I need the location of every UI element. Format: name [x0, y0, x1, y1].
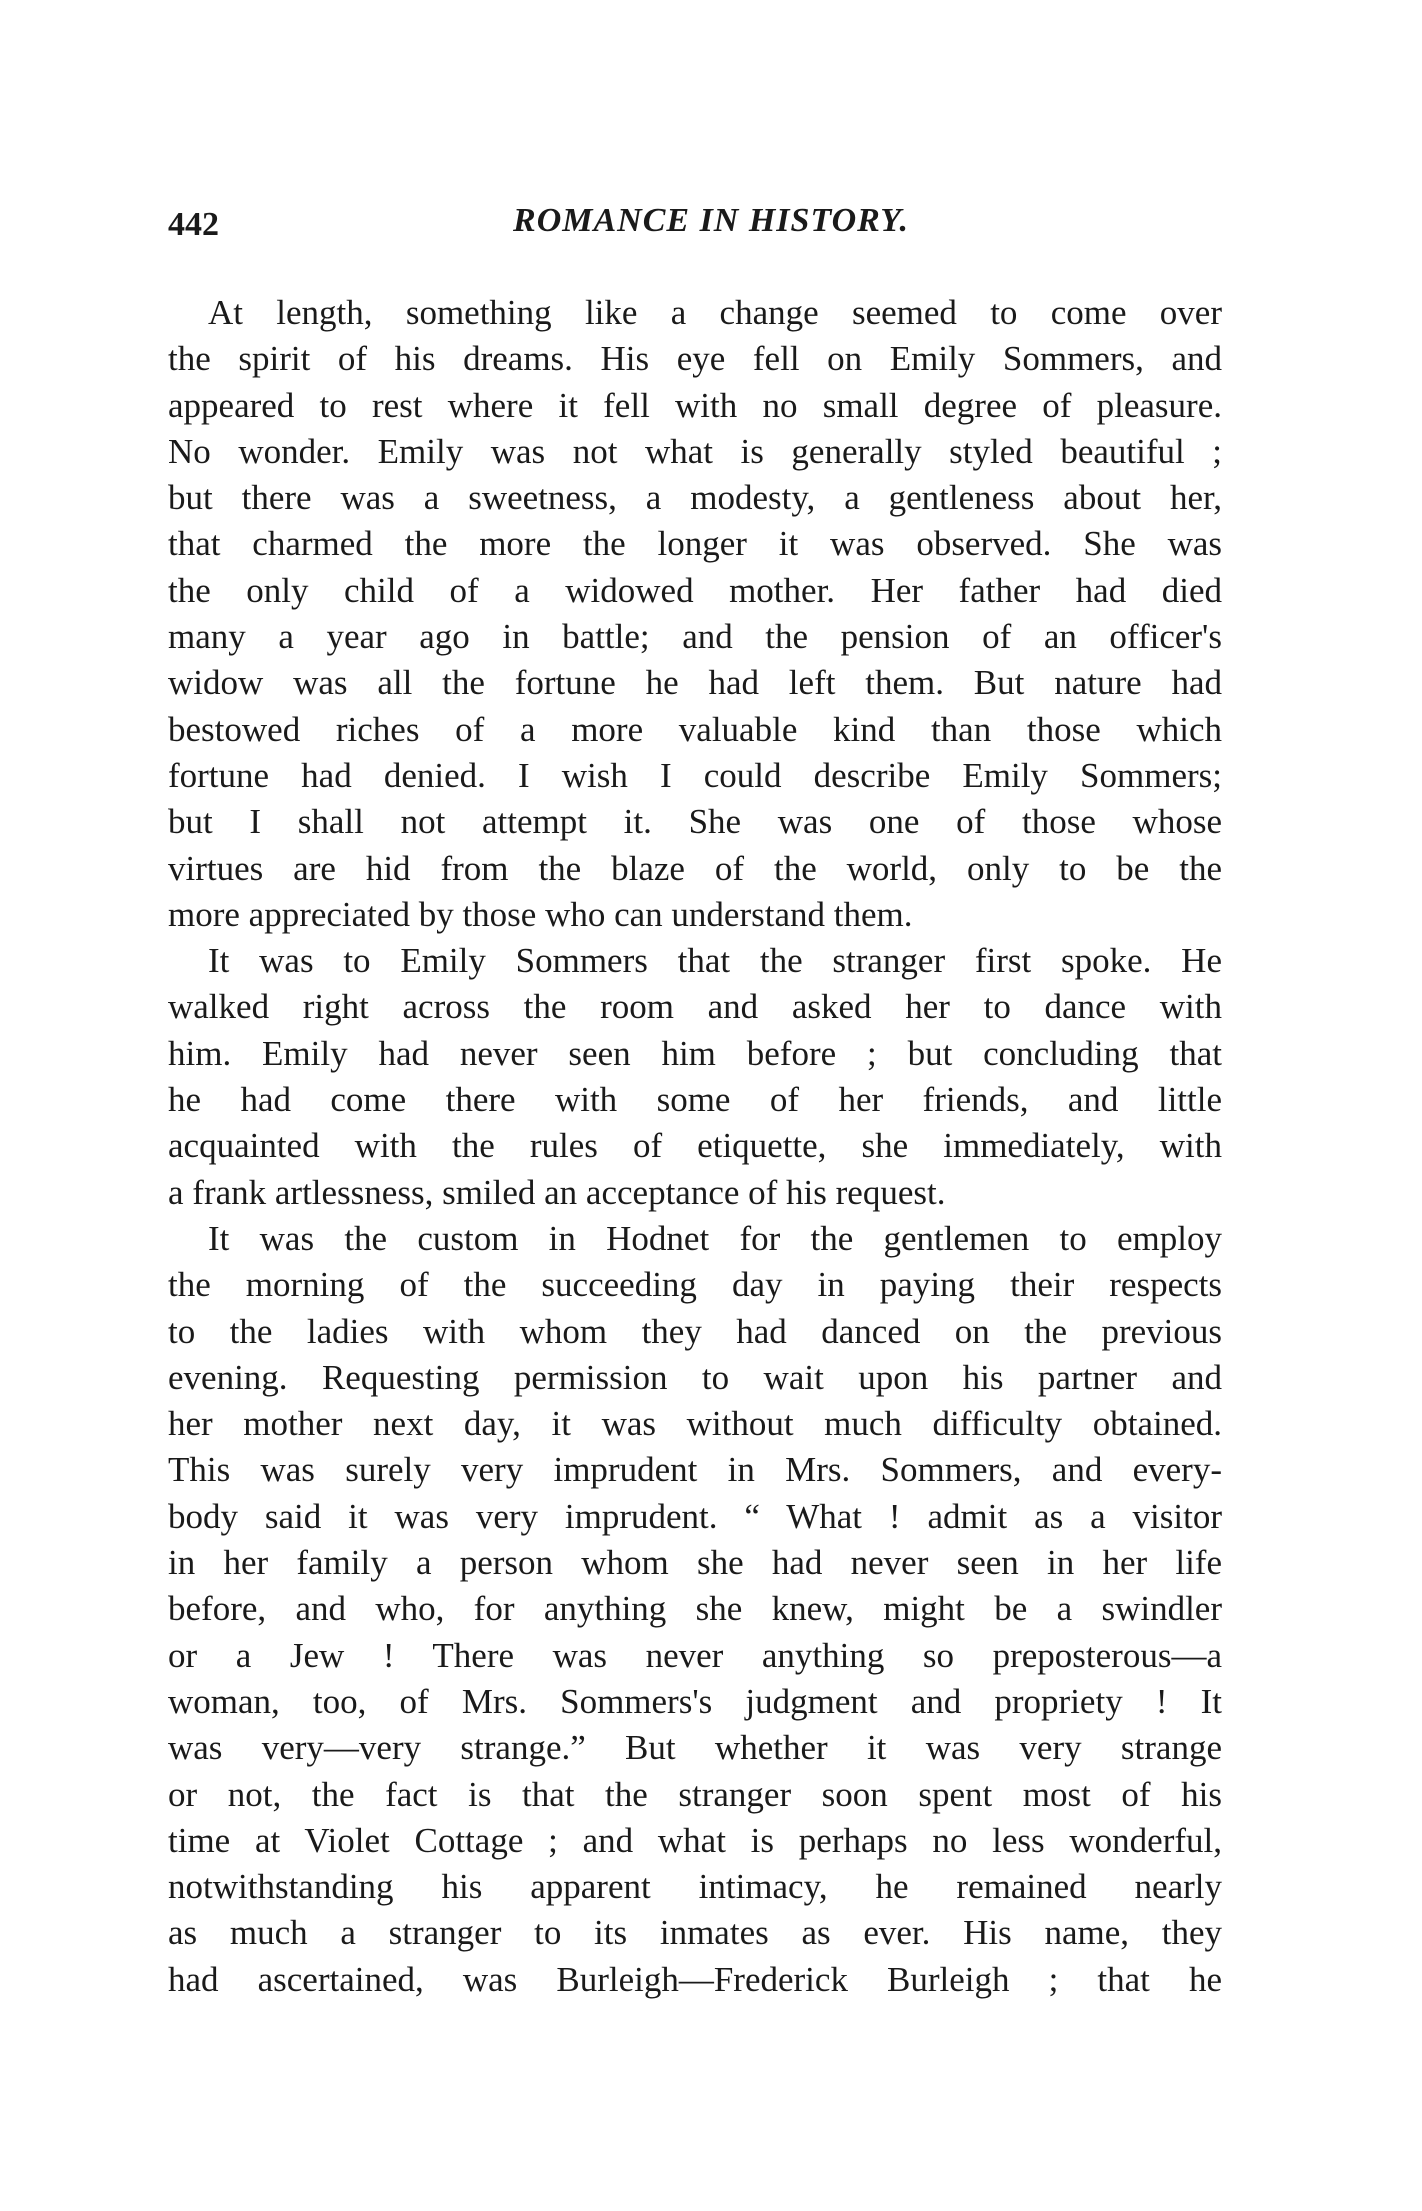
- text-line: but there was a sweetness, a modesty, a gentleness about her,: [168, 478, 1222, 518]
- text-line: her mother next day, it was without much difficulty obtained.: [168, 1404, 1222, 1444]
- text-line: before, and who, for anything she knew, might be a swindler: [168, 1589, 1222, 1629]
- text-line: woman, too, of Mrs. Sommers's judgment and propriety ! It: [168, 1681, 1222, 1721]
- text-line: or a Jew ! There was never anything so preposterous—a: [168, 1635, 1222, 1675]
- text-line: bestowed riches of a more valuable kind than those which: [168, 709, 1222, 749]
- text-line: the morning of the succeeding day in paying their respects: [168, 1265, 1222, 1305]
- text-line: notwithstanding his apparent intimacy, he remained nearly: [168, 1867, 1222, 1907]
- text-line: to the ladies with whom they had danced on the previous: [168, 1311, 1222, 1351]
- text-line: the spirit of his dreams. His eye fell on Emily Sommers, and: [168, 339, 1222, 379]
- text-line: acquainted with the rules of etiquette, she immediately, with: [168, 1126, 1222, 1166]
- text-line: time at Violet Cottage ; and what is perhaps no less wonderful,: [168, 1820, 1222, 1860]
- text-line: At length, something like a change seemed to come over: [208, 293, 1222, 332]
- running-title: ROMANCE IN HISTORY.: [513, 202, 909, 239]
- text-line: body said it was very imprudent. “ What ! admit as a visitor: [168, 1496, 1222, 1536]
- text-line: or not, the fact is that the stranger soon spent most of his: [168, 1774, 1222, 1814]
- text-line: evening. Requesting permission to wait upon his partner and: [168, 1357, 1222, 1397]
- text-line: This was surely very imprudent in Mrs. Sommers, and every-: [168, 1450, 1222, 1490]
- text-line: widow was all the fortune he had left them. But nature had: [168, 663, 1222, 703]
- body-text: [168, 290, 1222, 2003]
- text-line: the only child of a widowed mother. Her father had died: [168, 570, 1222, 610]
- text-line: appeared to rest where it fell with no small degree of pleasure.: [168, 385, 1222, 425]
- text-line: was very—very strange.” But whether it was very strange: [168, 1728, 1222, 1768]
- text-line: more appreciated by those who can understand them.: [168, 894, 913, 934]
- text-line: him. Emily had never seen him before ; but concluding that: [168, 1033, 1222, 1073]
- text-line: a frank artlessness, smiled an acceptance of his request.: [168, 1172, 946, 1212]
- text-line: virtues are hid from the blaze of the world, only to be the: [168, 848, 1222, 888]
- text-line: It was the custom in Hodnet for the gentlemen to employ: [208, 1218, 1222, 1258]
- text-line: many a year ago in battle; and the pension of an officer's: [168, 617, 1222, 657]
- page-number: 442: [168, 206, 219, 243]
- text-line: but I shall not attempt it. She was one of those whose: [168, 802, 1222, 842]
- text-line: as much a stranger to its inmates as ever. His name, they: [168, 1913, 1222, 1953]
- text-line: had ascertained, was Burleigh—Frederick Burleigh ; that he: [168, 1959, 1222, 1999]
- text-line: No wonder. Emily was not what is generally styled beautiful ;: [168, 431, 1222, 471]
- text-line: It was to Emily Sommers that the stranger first spoke. He: [208, 941, 1222, 981]
- text-line: that charmed the more the longer it was observed. She was: [168, 524, 1222, 564]
- text-line: walked right across the room and asked her to dance with: [168, 987, 1222, 1027]
- text-line: in her family a person whom she had never seen in her life: [168, 1543, 1222, 1583]
- text-line: he had come there with some of her friends, and little: [168, 1080, 1222, 1120]
- text-line: fortune had denied. I wish I could describe Emily Sommers;: [168, 755, 1222, 795]
